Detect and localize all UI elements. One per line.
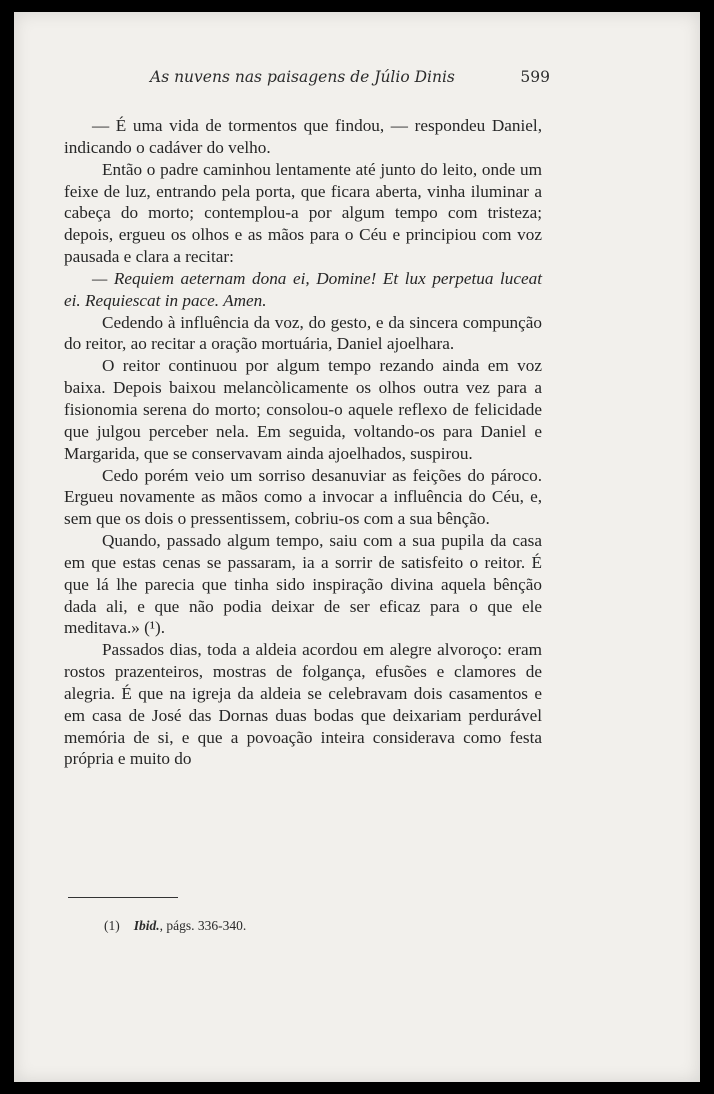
paragraph-reitor-continuou: O reitor continuou por algum tempo rezando ainda em voz baixa. Depois baixou melancòlicamente os olhos outra vez para a fisionomia serena do morto; consolou-o aquele reflexo de felicidade que julgou perceber nela. Em seguida, voltando-os para Daniel e Margarida, que se conservavam ainda ajoelhados, suspirou. [64, 356, 542, 463]
footnote-pages: , págs. 336-340. [159, 918, 247, 933]
footnote [104, 918, 246, 934]
paragraph-cedo-porem: Cedo porém veio um sorriso desanuviar as feições do pároco. Ergueu novamente as mãos como a invocar a influência do Céu, e, sem que os dois o pressentissem, cobriu-os com a sua bênção. [64, 465, 542, 529]
page-number: 599 [520, 68, 550, 86]
body-text [64, 115, 542, 770]
latin-prayer: — Requiem aeternam dona ei, Domine! Et lux perpetua luceat ei. Requiescat in pace. Amen. [64, 268, 542, 310]
running-title: As nuvens nas paisagens de Júlio Dinis [150, 68, 455, 86]
footnote-divider [68, 897, 178, 898]
paragraph-padre-caminhou: Então o padre caminhou lentamente até junto do leito, onde um feixe de luz, entrando pela porta, que ficara aberta, vinha iluminar a cabeça do morto; contemplou-a por algum tempo com tristeza; depois, ergueu os olhos e as mãos para o Céu e principiou com voz pausada e clara a recitar: [64, 159, 542, 267]
paragraph-cedendo: Cedendo à influência da voz, do gesto, e da sincera compunção do reitor, ao recitar a oração mortuária, Daniel ajoelhara. [64, 312, 542, 354]
paragraph-dialogue-daniel: — É uma vida de tormentos que findou, — respondeu Daniel, indicando o cadáver do velho. [64, 116, 542, 157]
paragraph-passados-dias: Passados dias, toda a aldeia acordou em alegre alvoroço: eram rostos prazenteiros, mostras de folgança, efusões e clamores de alegria. É que na igreja da aldeia se celebravam dois casamentos e em casa de José das Dornas duas bodas que deixariam perdurável memória de si, e que a povoação inteira considerava como festa própria e muito do [64, 640, 542, 769]
footnote-mark: (1) [104, 918, 120, 933]
paragraph-quando-passado: Quando, passado algum tempo, saiu com a sua pupila da casa em que estas cenas se passaram, ia a sorrir de satisfeito o reitor. É que lá lhe parecia que tinha sido inspiração divina aquela bênção dada ali, e que não podia deixar de ser eficaz para o que ele meditava.» (¹). [64, 531, 542, 638]
page-header [150, 68, 550, 94]
paragraph-requiem-prayer [64, 268, 542, 312]
footnote-ibid: Ibid. [133, 918, 160, 933]
